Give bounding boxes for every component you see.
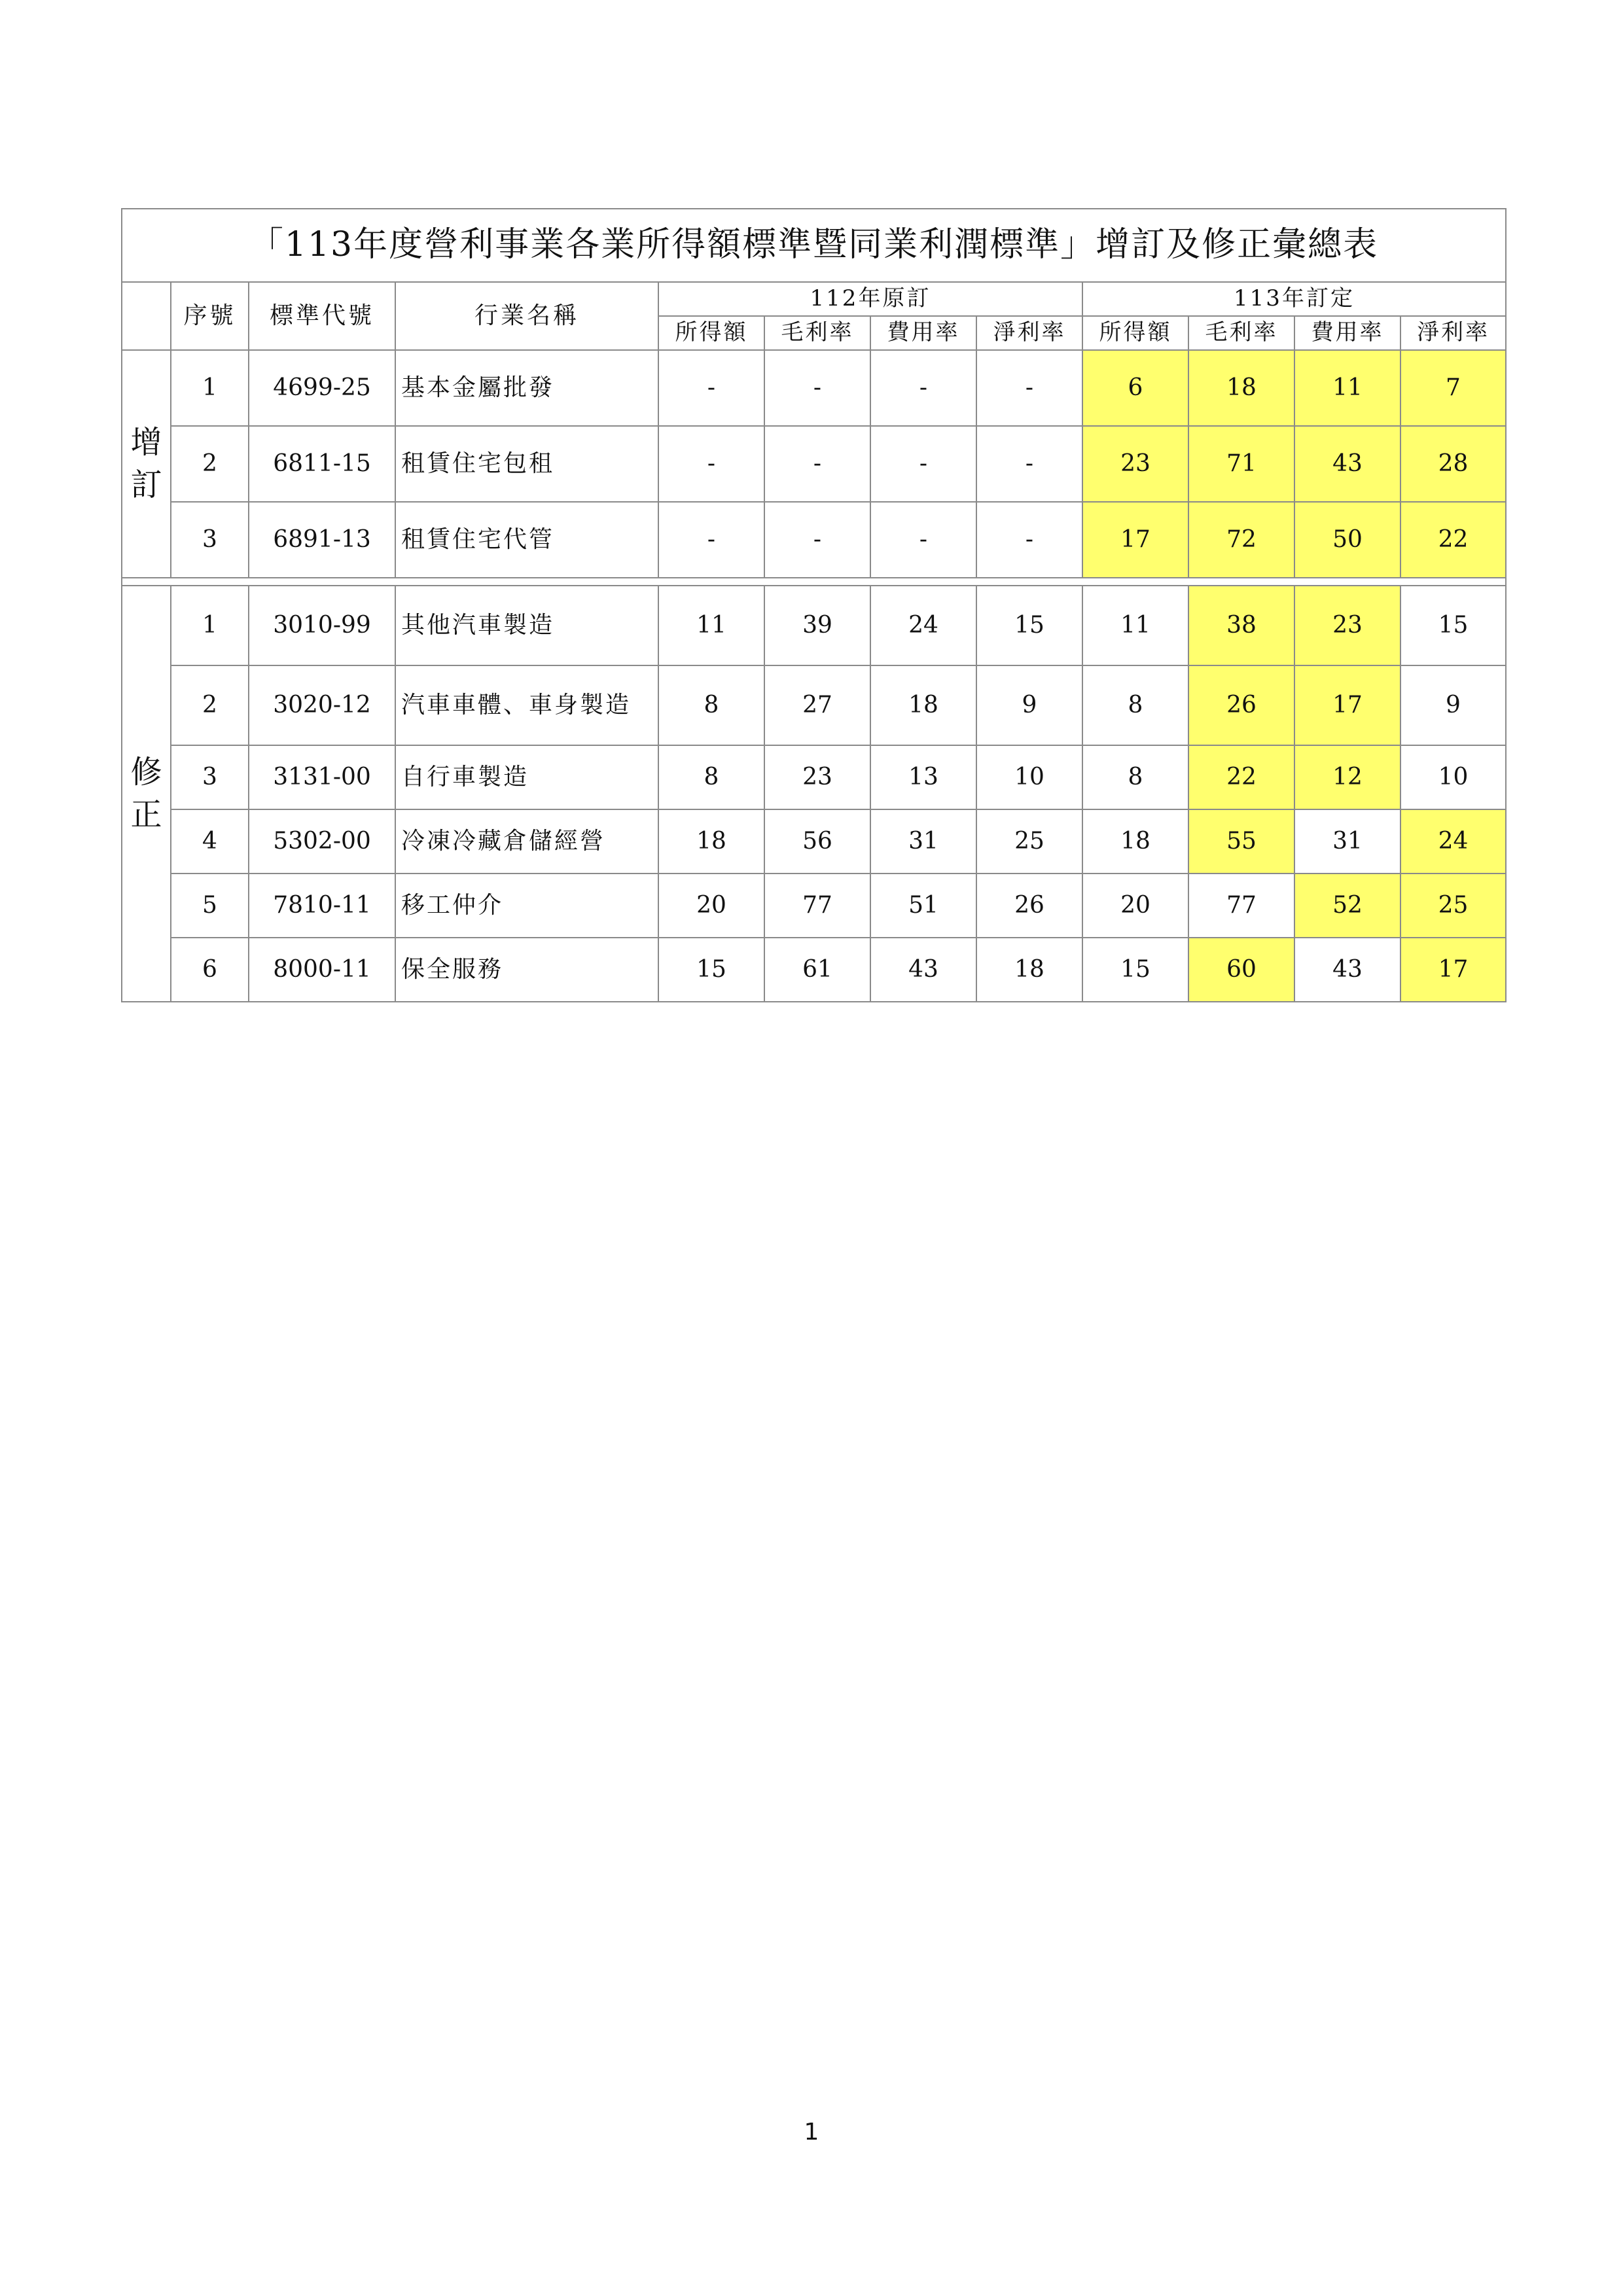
cell-industry-name: 租賃住宅代管	[395, 502, 658, 578]
table-row	[122, 502, 1506, 578]
section-label-char: 訂	[130, 467, 162, 503]
cell-industry-name: 租賃住宅包租	[395, 426, 658, 502]
cell-113-expense: 11	[1294, 350, 1400, 426]
table-row	[122, 586, 1506, 665]
cell-112-expense: 13	[870, 745, 976, 809]
cell-112-expense: 31	[870, 809, 976, 874]
cell-113-income: 8	[1082, 745, 1188, 809]
cell-112-net: 9	[976, 665, 1082, 745]
page-number: 1	[804, 2119, 819, 2146]
cell-112-expense: -	[870, 350, 976, 426]
cell-113-expense: 50	[1294, 502, 1400, 578]
cell-code: 6891-13	[249, 502, 395, 578]
header-code: 標準代號	[249, 282, 395, 350]
cell-industry-name: 冷凍冷藏倉儲經營	[395, 809, 658, 874]
section-label-char: 正	[130, 796, 162, 833]
cell-seq: 5	[171, 874, 249, 938]
cell-112-income: 11	[658, 586, 764, 665]
cell-seq: 4	[171, 809, 249, 874]
cell-code: 3131-00	[249, 745, 395, 809]
cell-113-net: 15	[1400, 586, 1506, 665]
section-label-revised	[122, 586, 171, 1002]
section-separator	[122, 578, 1506, 586]
cell-113-net: 24	[1400, 809, 1506, 874]
cell-112-expense: 43	[870, 938, 976, 1002]
cell-industry-name: 基本金屬批發	[395, 350, 658, 426]
cell-113-expense: 31	[1294, 809, 1400, 874]
table-row	[122, 938, 1506, 1002]
section-label-char: 增	[130, 424, 162, 461]
cell-code: 7810-11	[249, 874, 395, 938]
header-112-expense: 費用率	[870, 316, 976, 350]
cell-113-gross: 26	[1188, 665, 1294, 745]
cell-code: 5302-00	[249, 809, 395, 874]
cell-113-expense: 17	[1294, 665, 1400, 745]
cell-112-net: 25	[976, 809, 1082, 874]
cell-112-income: 15	[658, 938, 764, 1002]
cell-113-gross: 55	[1188, 809, 1294, 874]
header-group-113: 113年訂定	[1082, 282, 1506, 316]
cell-113-net: 22	[1400, 502, 1506, 578]
cell-113-income: 11	[1082, 586, 1188, 665]
cell-seq: 3	[171, 502, 249, 578]
header-group-112: 112年原訂	[658, 282, 1082, 316]
cell-industry-name: 汽車車體、車身製造	[395, 665, 658, 745]
cell-112-income: 20	[658, 874, 764, 938]
table-row	[122, 350, 1506, 426]
cell-113-income: 15	[1082, 938, 1188, 1002]
cell-113-expense: 23	[1294, 586, 1400, 665]
cell-112-gross: 56	[764, 809, 870, 874]
cell-112-expense: 24	[870, 586, 976, 665]
cell-113-expense: 43	[1294, 938, 1400, 1002]
cell-113-net: 9	[1400, 665, 1506, 745]
header-113-net: 淨利率	[1400, 316, 1506, 350]
cell-112-net: 15	[976, 586, 1082, 665]
section-added	[122, 350, 1506, 578]
table-row	[122, 745, 1506, 809]
cell-code: 3010-99	[249, 586, 395, 665]
cell-code: 3020-12	[249, 665, 395, 745]
header-industry: 行業名稱	[395, 282, 658, 350]
cell-113-gross: 22	[1188, 745, 1294, 809]
cell-112-expense: 18	[870, 665, 976, 745]
cell-seq: 1	[171, 586, 249, 665]
section-revised	[122, 586, 1506, 1002]
cell-112-gross: 27	[764, 665, 870, 745]
header-113-gross: 毛利率	[1188, 316, 1294, 350]
cell-113-income: 8	[1082, 665, 1188, 745]
cell-113-gross: 18	[1188, 350, 1294, 426]
cell-112-expense: -	[870, 502, 976, 578]
cell-113-income: 6	[1082, 350, 1188, 426]
cell-113-income: 18	[1082, 809, 1188, 874]
cell-industry-name: 移工仲介	[395, 874, 658, 938]
cell-112-net: 26	[976, 874, 1082, 938]
section-label-added	[122, 350, 171, 578]
cell-seq: 1	[171, 350, 249, 426]
cell-113-net: 17	[1400, 938, 1506, 1002]
cell-industry-name: 自行車製造	[395, 745, 658, 809]
cell-113-income: 20	[1082, 874, 1188, 938]
cell-112-net: 18	[976, 938, 1082, 1002]
cell-industry-name: 其他汽車製造	[395, 586, 658, 665]
cell-113-net: 28	[1400, 426, 1506, 502]
header-seq: 序號	[171, 282, 249, 350]
cell-112-gross: -	[764, 502, 870, 578]
cell-112-income: -	[658, 426, 764, 502]
table-row	[122, 665, 1506, 745]
cell-112-net: 10	[976, 745, 1082, 809]
cell-113-expense: 43	[1294, 426, 1400, 502]
cell-112-gross: 39	[764, 586, 870, 665]
cell-113-net: 7	[1400, 350, 1506, 426]
table-row	[122, 426, 1506, 502]
cell-113-income: 17	[1082, 502, 1188, 578]
cell-112-income: 18	[658, 809, 764, 874]
cell-113-net: 25	[1400, 874, 1506, 938]
cell-112-net: -	[976, 426, 1082, 502]
cell-code: 8000-11	[249, 938, 395, 1002]
cell-113-expense: 12	[1294, 745, 1400, 809]
cell-112-income: -	[658, 502, 764, 578]
cell-code: 4699-25	[249, 350, 395, 426]
cell-112-net: -	[976, 350, 1082, 426]
section-label-char: 修	[130, 754, 162, 791]
table-title: 「113年度營利事業各業所得額標準暨同業利潤標準」增訂及修正彙總表	[122, 209, 1506, 282]
cell-code: 6811-15	[249, 426, 395, 502]
cell-113-gross: 38	[1188, 586, 1294, 665]
cell-112-expense: -	[870, 426, 976, 502]
cell-112-expense: 51	[870, 874, 976, 938]
header-112-income: 所得額	[658, 316, 764, 350]
cell-seq: 2	[171, 426, 249, 502]
cell-113-gross: 72	[1188, 502, 1294, 578]
cell-112-income: -	[658, 350, 764, 426]
cell-112-income: 8	[658, 745, 764, 809]
header-112-net: 淨利率	[976, 316, 1082, 350]
cell-112-gross: -	[764, 350, 870, 426]
cell-113-expense: 52	[1294, 874, 1400, 938]
cell-113-gross: 60	[1188, 938, 1294, 1002]
cell-industry-name: 保全服務	[395, 938, 658, 1002]
header-113-expense: 費用率	[1294, 316, 1400, 350]
cell-113-gross: 77	[1188, 874, 1294, 938]
header-113-income: 所得額	[1082, 316, 1188, 350]
summary-table	[121, 208, 1507, 1002]
header-112-gross: 毛利率	[764, 316, 870, 350]
cell-113-net: 10	[1400, 745, 1506, 809]
cell-112-income: 8	[658, 665, 764, 745]
cell-113-gross: 71	[1188, 426, 1294, 502]
table-row	[122, 809, 1506, 874]
cell-112-gross: 23	[764, 745, 870, 809]
cell-112-gross: -	[764, 426, 870, 502]
cell-seq: 6	[171, 938, 249, 1002]
cell-seq: 3	[171, 745, 249, 809]
cell-112-net: -	[976, 502, 1082, 578]
cell-112-gross: 61	[764, 938, 870, 1002]
cell-seq: 2	[171, 665, 249, 745]
header-blank	[122, 282, 171, 350]
table-row	[122, 874, 1506, 938]
cell-112-gross: 77	[764, 874, 870, 938]
cell-113-income: 23	[1082, 426, 1188, 502]
